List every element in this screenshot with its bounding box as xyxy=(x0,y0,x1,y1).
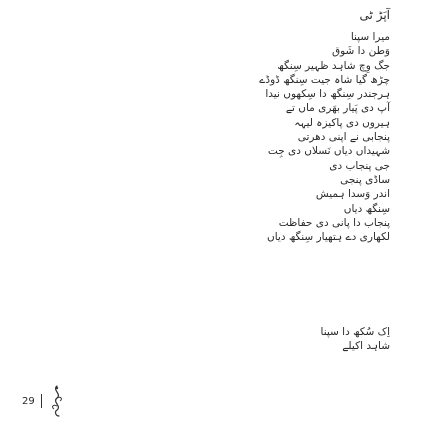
page-footer xyxy=(22,384,66,418)
poem-stanza-2 xyxy=(321,325,391,354)
poem-line: اِک سُکھ دا سپنا xyxy=(320,326,390,338)
poem-stanza-1 xyxy=(259,30,390,244)
poem-line: ساڈی پنجی xyxy=(340,173,390,186)
page-title: آپَڑ ٹی xyxy=(359,8,390,22)
poem-line: پنجابی نے اپنی دھرتی xyxy=(297,131,390,144)
poem-line: شہیداں دیاں نَسلاں دی جِت xyxy=(267,145,390,158)
page-number: 29 xyxy=(22,395,35,407)
poem-line: جگ وِچ شاہد ظہیر سِنگھ xyxy=(277,59,390,72)
poem-line: پنجاب دا پانی دی حفاظت xyxy=(278,216,390,229)
poem-line: شاہد اکیلے xyxy=(342,340,390,353)
poem-line: وَطن دا شَوق xyxy=(331,45,390,58)
footer-divider xyxy=(41,394,42,408)
poem-line: آپ دی پَیار بھَری ماں تے xyxy=(285,102,390,115)
poem-line: میرا سپنا xyxy=(350,31,390,43)
poem-line: چڑھ گیا شاہ جیت سِنگھ ڈوڈے xyxy=(259,73,390,86)
poem-line: ہیروں دی پاکیزہ لیہہ xyxy=(294,116,390,129)
poem-line: جی پنجاب دی xyxy=(329,159,390,172)
poem-line: ہرجندر سِنگھ دا سِکھوں نیدا xyxy=(265,88,390,101)
ornament-icon xyxy=(48,384,66,418)
poem-line: اندر وَسدا ہمیش xyxy=(315,188,390,201)
poem-line: لکھاری دے ہتھیار سِنگھ دیاں xyxy=(266,231,390,244)
poem-line: سِنگھ دیاں xyxy=(343,202,390,215)
